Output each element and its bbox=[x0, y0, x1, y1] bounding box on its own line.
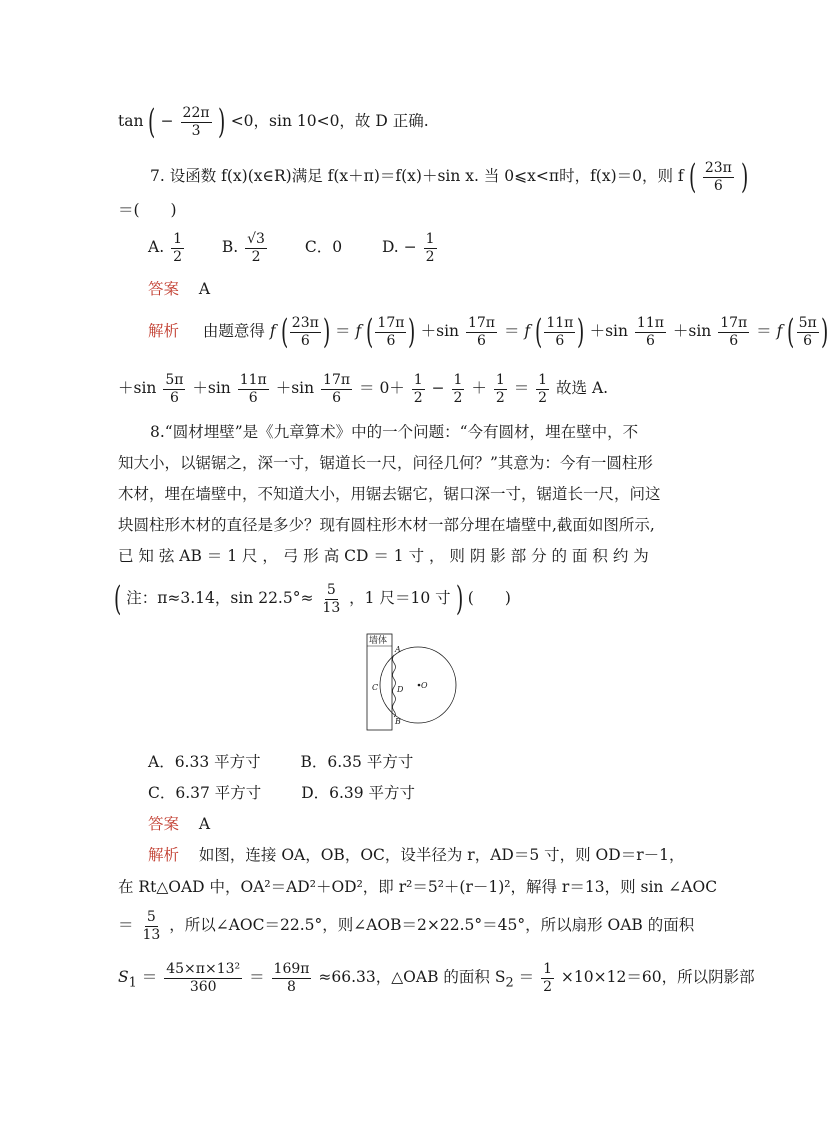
denominator: 360 bbox=[189, 978, 217, 995]
q8-options-row-1 bbox=[148, 755, 413, 771]
answer-label: 答案 bbox=[148, 815, 180, 833]
left-paren: ( bbox=[787, 312, 795, 352]
label-o: O bbox=[421, 681, 428, 690]
fraction bbox=[290, 316, 321, 348]
option-b[interactable] bbox=[221, 231, 274, 265]
analysis-text: 如图，连接 OA，OB，OC，设半径为 r，AD＝5 寸，则 OD＝r－1， bbox=[198, 846, 685, 864]
conclusion: 故选 A. bbox=[556, 379, 609, 398]
minus-sign: − bbox=[431, 379, 445, 398]
label-c: C bbox=[372, 683, 379, 692]
analysis-text: ，所以∠AOC＝22.5°，则∠AOB＝2×22.5°＝45°，所以扇形 OAB 的面积 bbox=[169, 916, 695, 935]
label-d: D bbox=[397, 685, 404, 694]
subscript: 2 bbox=[505, 975, 514, 991]
numerator: 5π bbox=[165, 372, 184, 388]
fraction bbox=[412, 373, 425, 405]
fraction bbox=[424, 232, 437, 264]
answer-blank: ( ) bbox=[467, 589, 511, 607]
numerator: 5 bbox=[326, 581, 336, 598]
denominator: 3 bbox=[191, 122, 201, 139]
plus-sin: ＋sin bbox=[118, 379, 157, 398]
q7-stem-2: ＝( ) bbox=[118, 201, 177, 219]
option-b[interactable]: B．6.35 平方寸 bbox=[300, 753, 414, 771]
equals: ＝ bbox=[118, 916, 134, 935]
denominator: 6 bbox=[729, 332, 739, 349]
fraction bbox=[238, 373, 269, 405]
q8-note bbox=[113, 579, 511, 619]
fraction bbox=[452, 373, 465, 405]
fraction bbox=[635, 316, 666, 348]
denominator: 6 bbox=[248, 389, 258, 406]
f-symbol: f bbox=[355, 322, 362, 340]
numerator: 1 bbox=[538, 372, 548, 388]
fraction bbox=[718, 316, 749, 348]
option-d-label: D. bbox=[381, 238, 399, 257]
numerator: 17π bbox=[720, 314, 748, 331]
q8-analysis-1 bbox=[148, 848, 684, 864]
right-paren: ) bbox=[408, 312, 416, 352]
fraction bbox=[544, 316, 575, 348]
numerator: 169π bbox=[273, 961, 310, 977]
s-symbol: S bbox=[118, 968, 129, 987]
denominator: 2 bbox=[425, 248, 435, 265]
numerator: 1 bbox=[543, 961, 552, 977]
minus-sign: − bbox=[160, 112, 174, 130]
right-paren: ) bbox=[455, 579, 463, 619]
fraction bbox=[321, 373, 352, 405]
numerator: 23π bbox=[704, 159, 732, 176]
q8-line-4: 块圆柱形木材的直径是多少？现有圆柱形木材一部分埋在墙壁中,截面如图所示, bbox=[118, 516, 655, 534]
right-paren: ) bbox=[740, 157, 749, 197]
fraction bbox=[466, 316, 497, 348]
denominator: 6 bbox=[332, 389, 341, 406]
option-d[interactable] bbox=[381, 231, 439, 265]
fraction bbox=[494, 373, 507, 405]
chord-ab bbox=[393, 655, 396, 717]
q7-analysis-2 bbox=[118, 373, 608, 405]
plus-sign: ＋ bbox=[471, 379, 487, 398]
left-paren: ( bbox=[688, 157, 696, 197]
note-text-2: ，1 尺＝10 寸 bbox=[349, 589, 451, 607]
q8-analysis-2: 在 Rt△OAD 中，OA²＝AD²＋OD²，即 r²＝5²＋(r－1)²，解得 r＝13，则 sin ∠AOC bbox=[118, 878, 718, 896]
left-paren: ( bbox=[148, 102, 156, 142]
q7-options bbox=[148, 232, 439, 264]
denominator: 6 bbox=[169, 389, 179, 406]
fraction bbox=[703, 161, 734, 193]
denominator: 2 bbox=[251, 248, 261, 265]
q7-answer bbox=[148, 282, 210, 298]
analysis-label: 解析 bbox=[148, 322, 180, 340]
right-paren: ) bbox=[577, 312, 585, 352]
fraction bbox=[171, 232, 184, 264]
numerator: 17π bbox=[377, 314, 405, 331]
analysis-text: ≈66.33，△OAB 的面积 S bbox=[318, 968, 506, 987]
f-symbol: f bbox=[269, 322, 276, 340]
denominator: 2 bbox=[453, 389, 463, 406]
answer-label: 答案 bbox=[148, 280, 180, 298]
label-b: B bbox=[395, 717, 401, 726]
right-paren: ) bbox=[820, 312, 828, 352]
prev-line bbox=[118, 102, 429, 142]
minus-sign: − bbox=[403, 238, 417, 257]
numerator: 1 bbox=[173, 231, 182, 247]
equals: ＝ bbox=[358, 379, 375, 398]
fraction bbox=[375, 316, 406, 348]
equals: ＝ bbox=[503, 322, 520, 340]
fraction bbox=[536, 373, 549, 405]
equals: ＝ bbox=[249, 968, 265, 987]
fraction bbox=[164, 962, 242, 994]
wall-rect bbox=[367, 634, 392, 730]
plus-sin: ＋sin bbox=[192, 379, 231, 398]
note-text: 注：π≈3.14，sin 22.5°≈ bbox=[126, 589, 314, 607]
option-b-label: B. bbox=[221, 238, 239, 257]
denominator: 2 bbox=[538, 389, 548, 406]
fraction bbox=[541, 962, 554, 994]
numerator: 11π bbox=[239, 372, 267, 388]
fraction bbox=[245, 232, 267, 264]
numerator: 23π bbox=[291, 314, 319, 331]
denominator: 2 bbox=[543, 978, 552, 995]
q8-line-3: 木材，埋在墙壁中，不知道大小，用锯去锯它，锯口深一寸，锯道长一尺，问这 bbox=[118, 485, 661, 503]
left-paren: ( bbox=[535, 312, 543, 352]
option-a[interactable] bbox=[148, 231, 191, 265]
denominator: 2 bbox=[495, 389, 505, 406]
fraction bbox=[320, 583, 342, 615]
q8-analysis-4 bbox=[118, 962, 755, 994]
prev-conclusion: <0，sin 10<0，故 D 正确. bbox=[230, 112, 429, 130]
q8-answer bbox=[148, 817, 210, 833]
denominator: 6 bbox=[386, 332, 396, 349]
numerator: 5π bbox=[798, 314, 817, 331]
fraction bbox=[163, 373, 185, 405]
denominator: 2 bbox=[413, 389, 423, 406]
denominator: 2 bbox=[173, 248, 182, 265]
q8-line-5: 已 知 弦 AB ＝ 1 尺 ， 弓 形 高 CD ＝ 1 寸 ， 则 阴 影 部 分 的 面 积 约 为 bbox=[118, 547, 649, 565]
zero-plus: 0＋ bbox=[379, 379, 405, 398]
equals: ＝ bbox=[141, 968, 158, 987]
numerator: 11π bbox=[636, 314, 664, 331]
plus-sin: ＋sin bbox=[275, 379, 315, 398]
fraction bbox=[140, 910, 162, 942]
denominator: 13 bbox=[142, 926, 161, 943]
left-paren: ( bbox=[113, 579, 122, 619]
left-paren: ( bbox=[366, 312, 374, 352]
equals: ＝ bbox=[335, 322, 351, 340]
answer-value: A bbox=[198, 815, 211, 833]
analysis-text: 由题意得 bbox=[202, 322, 265, 340]
denominator: 6 bbox=[803, 332, 813, 349]
option-a-label: A. bbox=[148, 238, 165, 257]
fraction bbox=[797, 316, 819, 348]
analysis-label: 解析 bbox=[148, 846, 180, 864]
numerator: 1 bbox=[425, 231, 435, 247]
center-dot bbox=[418, 684, 421, 687]
label-a: A bbox=[395, 645, 401, 654]
fraction bbox=[272, 962, 312, 994]
numerator: 1 bbox=[413, 372, 423, 388]
answer-value: A bbox=[198, 280, 211, 298]
plus-sin: ＋sin bbox=[589, 322, 628, 340]
denominator: 6 bbox=[713, 177, 723, 194]
right-paren: ) bbox=[218, 102, 226, 142]
numerator: √3 bbox=[247, 231, 265, 247]
subscript: 1 bbox=[128, 975, 137, 991]
tan-text: tan bbox=[118, 112, 144, 130]
numerator: 1 bbox=[453, 372, 463, 388]
numerator: 17π bbox=[323, 372, 351, 388]
numerator: 22π bbox=[182, 104, 210, 121]
equals: ＝ bbox=[518, 968, 535, 987]
analysis-text: ×10×12＝60，所以阴影部 bbox=[560, 968, 755, 987]
f-symbol: f bbox=[776, 322, 783, 340]
denominator: 13 bbox=[322, 599, 341, 616]
left-paren: ( bbox=[280, 312, 288, 352]
denominator: 6 bbox=[645, 332, 655, 349]
option-c[interactable]: C．6.37 平方寸 bbox=[148, 784, 262, 802]
fraction bbox=[181, 106, 212, 138]
q7-stem bbox=[150, 157, 749, 197]
q7-analysis-1 bbox=[148, 312, 828, 352]
option-a[interactable]: A．6.33 平方寸 bbox=[148, 753, 261, 771]
option-d[interactable]: D．6.39 平方寸 bbox=[301, 784, 416, 802]
circle-wall-figure bbox=[360, 632, 460, 732]
plus-sin: ＋sin bbox=[672, 322, 712, 340]
q8-line-1: 8.“圆材埋壁”是《九章算术》中的一个问题：“今有圆材，埋在壁中，不 bbox=[150, 423, 639, 441]
denominator: 6 bbox=[555, 332, 565, 349]
q8-options-row-2 bbox=[148, 786, 415, 802]
numerator: 5 bbox=[146, 909, 156, 925]
denominator: 6 bbox=[477, 332, 486, 349]
numerator: 45×π×13² bbox=[166, 961, 241, 977]
wall-label: 墙体 bbox=[369, 636, 388, 646]
option-c[interactable]: C．0 bbox=[304, 238, 343, 257]
numerator: 11π bbox=[546, 314, 574, 331]
denominator: 6 bbox=[300, 332, 310, 349]
numerator: 17π bbox=[467, 314, 495, 331]
equals: ＝ bbox=[513, 379, 530, 398]
q8-analysis-3 bbox=[118, 910, 694, 942]
plus-sin: ＋sin bbox=[420, 322, 460, 340]
q8-line-2: 知大小，以锯锯之，深一寸，锯道长一尺，问径几何？”其意为：今有一圆柱形 bbox=[118, 454, 653, 472]
equals: ＝ bbox=[756, 322, 772, 340]
q7-stem-text: 7. 设函数 f(x)(x∈R)满足 f(x＋π)＝f(x)＋sin x. 当 0⩽x<π时，f(x)＝0，则 f bbox=[150, 167, 684, 185]
denominator: 8 bbox=[287, 978, 296, 995]
right-paren: ) bbox=[322, 312, 331, 352]
f-symbol: f bbox=[524, 322, 531, 340]
numerator: 1 bbox=[495, 372, 505, 388]
